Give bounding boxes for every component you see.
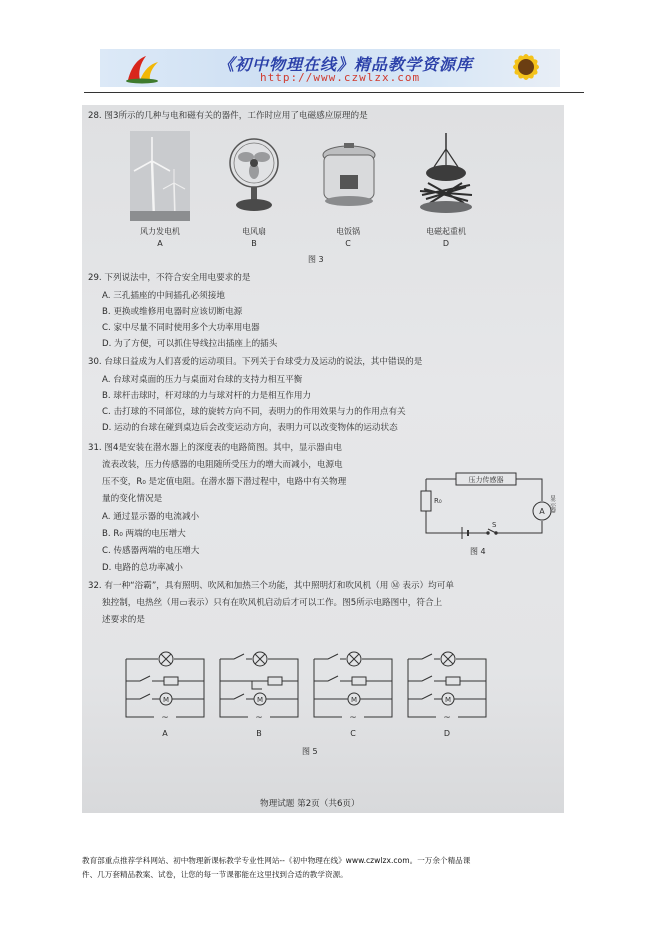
electromagnetic-crane-image xyxy=(416,133,476,217)
q31-stem-line-3: 压不变，R₀ 是定值电阻。在潜水器下潜过程中，电路中有关物理 xyxy=(102,477,347,487)
figure-5-circuit-d xyxy=(400,645,494,725)
fig5b-motor-label: M xyxy=(256,696,264,704)
q28-option-d-letter: D xyxy=(442,239,450,248)
q31-stem-line-2: 流表改装，压力传感器的电阻随所受压力的增大而减小，电源电 xyxy=(102,460,343,470)
q29-option-d: D. 为了方便，可以抓住导线拉出插座上的插头 xyxy=(102,339,278,349)
fig5d-ac-label: ~ xyxy=(443,713,451,723)
figure-5-circuit-b xyxy=(212,645,306,725)
q31-option-d: D. 电路的总功率减小 xyxy=(102,563,183,573)
fig5c-ac-label: ~ xyxy=(349,713,357,723)
fig5a-motor-label: M xyxy=(162,696,170,704)
figure-4-caption: 图 4 xyxy=(470,547,486,556)
q28-option-a-letter: A xyxy=(157,239,163,248)
q29-option-c: C. 家中尽量不同时使用多个大功率用电器 xyxy=(102,323,260,333)
q30-option-b: B. 球杆击球时，杆对球的力与球对杆的力是相互作用力 xyxy=(102,391,312,401)
q32-letter-b: B xyxy=(256,729,262,738)
banner-title: 《初中物理在线》精品教学资源库 xyxy=(218,55,474,74)
q32-letter-c: C xyxy=(350,729,356,738)
q31-option-a: A. 通过显示器的电流减小 xyxy=(102,512,200,522)
q31-option-b: B. R₀ 两端的电压增大 xyxy=(102,529,186,539)
q32-stem-line-3: 述要求的是 xyxy=(102,615,145,625)
fig5d-motor-label: M xyxy=(444,696,452,704)
q28-stem: 28. 图3所示的几种与电和磁有关的器件，工作时应用了电磁感应原理的是 xyxy=(88,111,368,121)
q32-stem-line-1: 32. 有一种“浴霸”，具有照明、吹风和加热三个功能，其中照明灯和吹风机（用 Ⓜ 表示）均可单 xyxy=(88,581,454,591)
q31-meter-label: A xyxy=(539,507,545,516)
q30-stem: 30. 台球日益成为人们喜爱的运动项目。下列关于台球受力及运动的说法，其中错误的是 xyxy=(88,357,423,367)
q30-option-a: A. 台球对桌面的压力与桌面对台球的支持力相互平衡 xyxy=(102,375,303,385)
figure-5-caption: 图 5 xyxy=(302,747,318,756)
q29-option-a: A. 三孔插座的中间插孔必须接地 xyxy=(102,291,225,301)
q31-stem-line-4: 量的变化情况是 xyxy=(102,494,163,504)
q31-r0-label: R₀ xyxy=(434,497,442,505)
site-footer-line-2: 件、几万套精品教案、试卷，让您的每一节课都能在这里找到合适的教学资源。 xyxy=(82,870,348,879)
q32-letter-d: D xyxy=(443,729,451,738)
site-banner[interactable] xyxy=(100,49,560,87)
fig5c-motor-label: M xyxy=(350,696,358,704)
q30-option-d: D. 运动的台球在碰到桌边后会改变运动方向，表明力可以改变物体的运动状态 xyxy=(102,423,398,433)
figure-5-circuit-a xyxy=(118,645,212,725)
sunflower-icon xyxy=(494,49,554,87)
fig5a-ac-label: ~ xyxy=(161,713,169,723)
q28-option-a-caption: 风力发电机 xyxy=(140,227,180,236)
exam-page-footer: 物理试题 第2页（共6页） xyxy=(260,799,360,809)
q32-letter-a: A xyxy=(162,729,168,738)
figure-5-circuit-c xyxy=(306,645,400,725)
q32-stem-line-2: 独控制，电热丝（用▭表示）只有在吹风机启动后才可以工作。图5所示电路图中，符合上 xyxy=(102,598,443,608)
rice-cooker-image xyxy=(318,141,380,211)
q31-option-c: C. 传感器两端的电压增大 xyxy=(102,546,200,556)
electric-fan-image xyxy=(224,135,284,215)
site-logo-icon xyxy=(122,54,162,84)
figure-3-caption: 图 3 xyxy=(308,255,324,264)
q29-stem: 29. 下列说法中，不符合安全用电要求的是 xyxy=(88,273,251,283)
header-rule xyxy=(84,92,584,93)
q28-option-d-caption: 电磁起重机 xyxy=(426,227,466,236)
q31-switch-label: S xyxy=(492,521,497,529)
q28-option-c-letter: C xyxy=(345,239,351,248)
site-footer-line-1: 教育部重点推荐学科网站、初中物理新课标教学专业性网站--《初中物理在线》www.czwlzx.com。一万余个精品课 xyxy=(82,856,471,865)
q29-option-b: B. 更换或维修用电器时应该切断电源 xyxy=(102,307,243,317)
q30-option-c: C. 击打球的不同部位，球的旋转方向不同，表明力的作用效果与力的作用点有关 xyxy=(102,407,406,417)
q28-option-b-letter: B xyxy=(251,239,257,248)
q28-option-c-caption: 电饭锅 xyxy=(336,227,360,236)
site-footer xyxy=(82,854,582,882)
q31-display-label: 显示器 xyxy=(548,495,556,513)
exam-page-photo xyxy=(82,105,564,813)
q31-stem-line-1: 31. 图4是安装在潜水器上的深度表的电路简图。其中，显示器由电 xyxy=(88,443,342,453)
fig5b-ac-label: ~ xyxy=(255,713,263,723)
banner-url[interactable]: http://www.czwlzx.com xyxy=(260,71,421,84)
figure-4-circuit-diagram xyxy=(416,461,556,543)
q28-option-b-caption: 电风扇 xyxy=(242,227,266,236)
wind-turbine-image xyxy=(130,131,190,221)
q31-sensor-label: 压力传感器 xyxy=(468,476,504,484)
